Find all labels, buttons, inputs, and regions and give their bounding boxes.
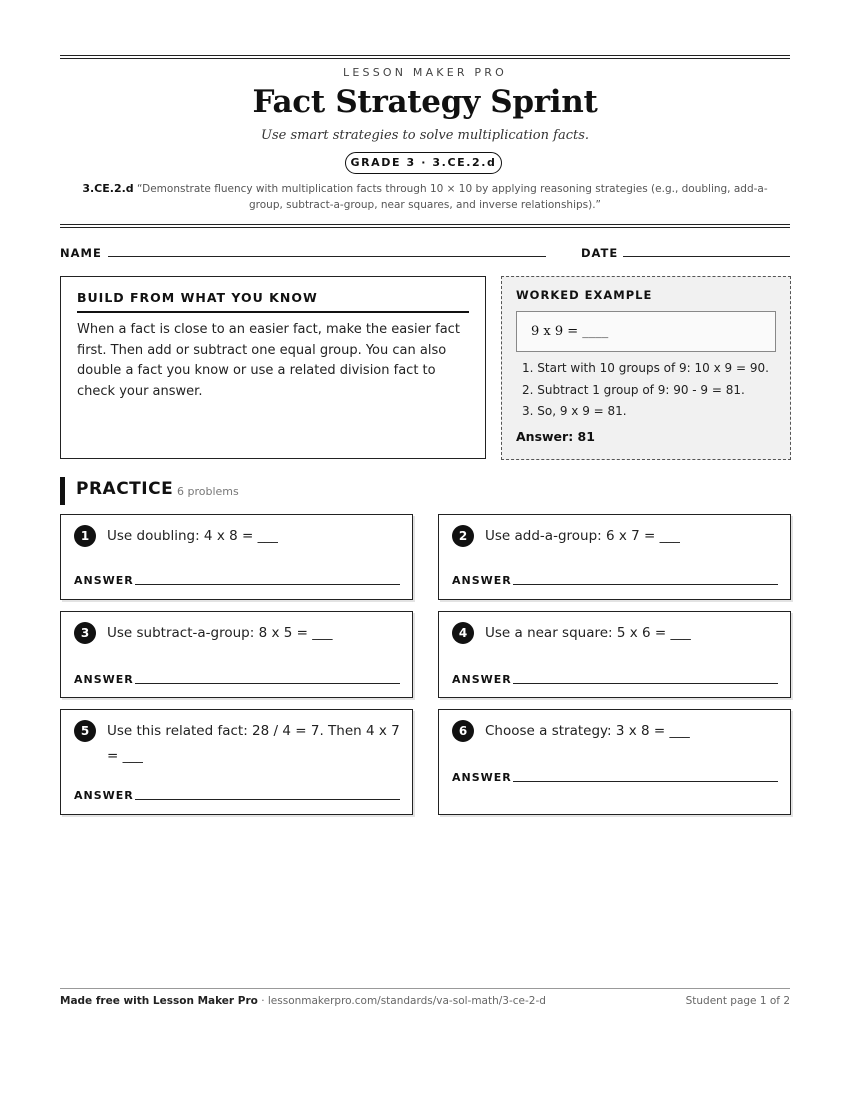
- top-rule: [60, 55, 790, 56]
- top-rule-inner: [60, 58, 790, 59]
- name-field[interactable]: [108, 256, 546, 257]
- build-text: When a fact is close to an easier fact, make the easier fact first. Then add or subtract one equal group. You can also double a fact you know or use a related division fact to check your answer.: [77, 322, 460, 399]
- build-heading: BUILD FROM WHAT YOU KNOW: [77, 290, 469, 313]
- header-bottom-rule: [60, 224, 790, 225]
- answer-field[interactable]: [513, 683, 778, 684]
- example-step: 2. Subtract 1 group of 9: 90 - 9 = 81.: [522, 382, 745, 397]
- footer-made-with: Made free with Lesson Maker Pro: [60, 995, 258, 1007]
- footer-page-number: Student page 1 of 2: [685, 995, 790, 1007]
- answer-label: ANSWER: [452, 574, 512, 587]
- example-steps: [522, 358, 769, 423]
- page-subtitle: Use smart strategies to solve multiplication facts.: [260, 128, 590, 143]
- footer-url[interactable]: · lessonmakerpro.com/standards/va-sol-math/3-ce-2-d: [257, 995, 546, 1007]
- problem-card: [438, 709, 791, 815]
- name-label: NAME: [60, 246, 102, 260]
- date-field[interactable]: [623, 256, 790, 257]
- worked-example-box: [501, 276, 791, 460]
- example-heading: WORKED EXAMPLE: [516, 288, 653, 302]
- example-step: 3. So, 9 x 9 = 81.: [522, 404, 627, 418]
- problem-text: Use a near square: 5 x 6 = ___: [485, 625, 691, 641]
- date-label: DATE: [581, 246, 619, 260]
- worksheet-page: [60, 0, 790, 1100]
- standard-statement: [70, 181, 780, 213]
- problem-number: 2: [452, 525, 474, 547]
- problem-text: Use doubling: 4 x 8 = ___: [107, 528, 278, 544]
- answer-field[interactable]: [135, 584, 400, 585]
- problem-number: 3: [74, 622, 96, 644]
- answer-field[interactable]: [135, 683, 400, 684]
- page-title: Fact Strategy Sprint: [252, 84, 598, 120]
- problem-card: [60, 514, 413, 600]
- brand-name: LESSON MAKER PRO: [343, 66, 507, 79]
- problem-text: Use subtract-a-group: 8 x 5 = ___: [107, 625, 333, 641]
- build-from-what-you-know-box: [60, 276, 486, 459]
- example-equation: 9 x 9 = ____: [516, 311, 776, 352]
- problem-text: Use this related fact: 28 / 4 = 7. Then 4 x 7 = ___: [107, 723, 400, 764]
- problem-card: [60, 611, 413, 698]
- answer-label: ANSWER: [74, 673, 134, 686]
- answer-label: ANSWER: [74, 789, 134, 802]
- problem-text: Use add-a-group: 6 x 7 = ___: [485, 528, 680, 544]
- problem-number: 6: [452, 720, 474, 742]
- problem-card: [438, 514, 791, 600]
- grade-badge: GRADE 3 · 3.CE.2.d: [345, 152, 502, 174]
- standard-code: 3.CE.2.d: [82, 182, 134, 195]
- practice-heading: PRACTICE: [76, 479, 174, 499]
- header-bottom-rule-inner: [60, 227, 790, 228]
- problem-card: [60, 709, 413, 815]
- answer-label: ANSWER: [452, 673, 512, 686]
- problem-card: [438, 611, 791, 698]
- answer-field[interactable]: [135, 799, 400, 800]
- answer-label: ANSWER: [74, 574, 134, 587]
- answer-label: ANSWER: [452, 771, 512, 784]
- problem-text: Choose a strategy: 3 x 8 = ___: [485, 723, 690, 739]
- practice-count: 6 problems: [177, 485, 239, 498]
- practice-accent-bar: [60, 477, 65, 505]
- answer-field[interactable]: [513, 584, 778, 585]
- problem-number: 1: [74, 525, 96, 547]
- example-step: 1. Start with 10 groups of 9: 10 x 9 = 90.: [522, 361, 769, 375]
- problem-number: 5: [74, 720, 96, 742]
- footer-credit: [60, 995, 546, 1007]
- example-answer: Answer: 81: [516, 429, 595, 444]
- answer-field[interactable]: [513, 781, 778, 782]
- standard-text: “Demonstrate fluency with multiplication facts through 10 × 10 by applying reasoning strategies (e.g., doubling, add-a-group, subtract-a-group, near squares, and inverse relationships).”: [137, 183, 768, 211]
- problem-number: 4: [452, 622, 474, 644]
- footer-rule: [60, 988, 790, 989]
